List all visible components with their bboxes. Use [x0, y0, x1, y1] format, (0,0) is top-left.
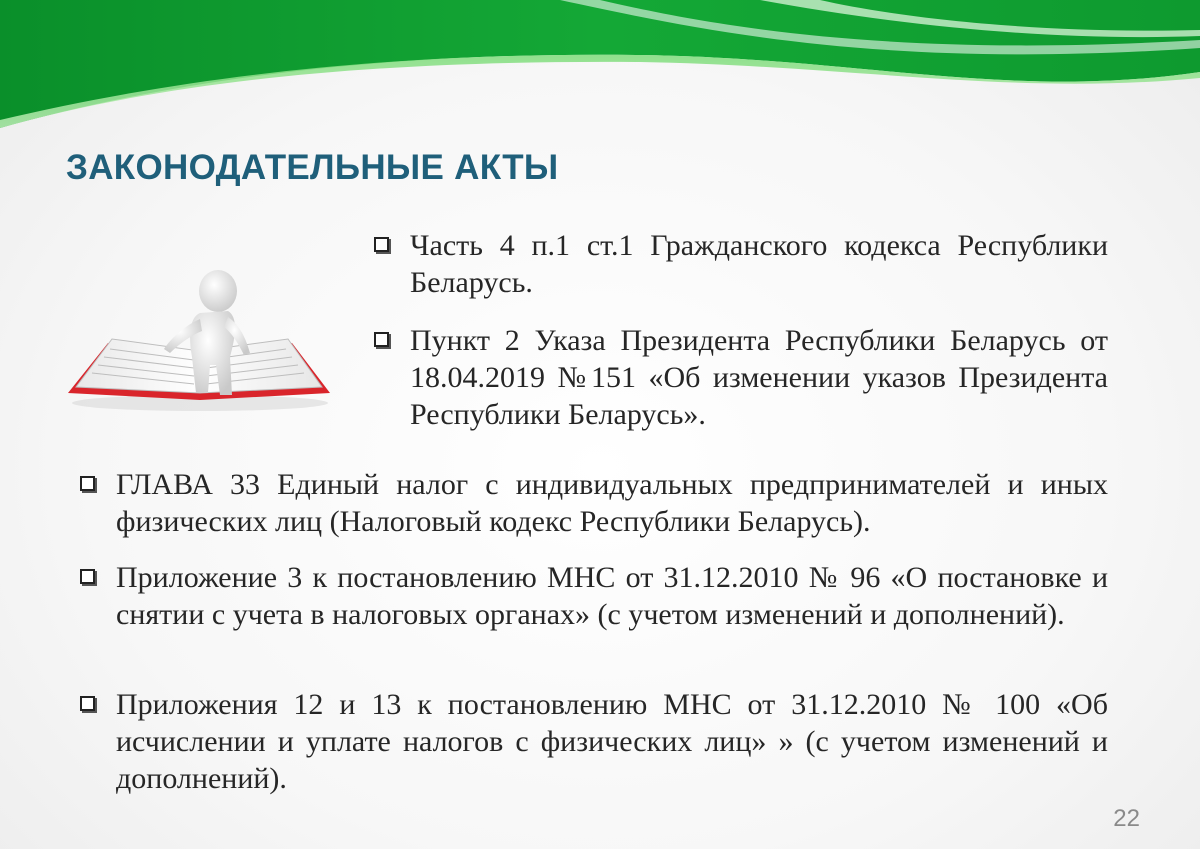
page-number: 22 [1113, 805, 1140, 832]
list-item [374, 322, 1108, 433]
list-item [80, 686, 1108, 797]
checkbox-bullet-icon [374, 237, 389, 252]
person-with-open-book-icon [60, 265, 335, 415]
checkbox-bullet-icon [80, 476, 95, 491]
list-item-text: ГЛАВА 33 Единый налог с индивидуальных предпринимателей и иных физических лиц (Налоговый кодекс Республики Беларусь). [116, 468, 1108, 538]
slide-title: ЗАКОНОДАТЕЛЬНЫЕ АКТЫ [66, 148, 559, 187]
header-wave-decoration [0, 0, 1200, 135]
checkbox-bullet-icon [374, 332, 389, 347]
checkbox-bullet-icon [80, 569, 95, 584]
list-item-text: Пункт 2 Указа Президента Республики Беларусь от 18.04.2019 №151 «Об изменении указов Президента Республики Беларусь». [410, 324, 1108, 431]
list-item-text: Приложения 12 и 13 к постановлению МНС от 31.12.2010 № 100 «Об исчислении и уплате налогов с физических лиц» » (с учетом изменений и дополнений). [116, 688, 1108, 795]
checkbox-bullet-icon [80, 696, 95, 711]
list-item [374, 227, 1108, 301]
list-item [80, 466, 1108, 540]
list-item-text: Приложение 3 к постановлению МНС от 31.12.2010 № 96 «О постановке и снятии с учета в налоговых органах» (с учетом изменений и дополнений). [116, 561, 1108, 631]
list-item [80, 559, 1108, 633]
list-item-text: Часть 4 п.1 ст.1 Гражданского кодекса Республики Беларусь. [410, 229, 1108, 299]
